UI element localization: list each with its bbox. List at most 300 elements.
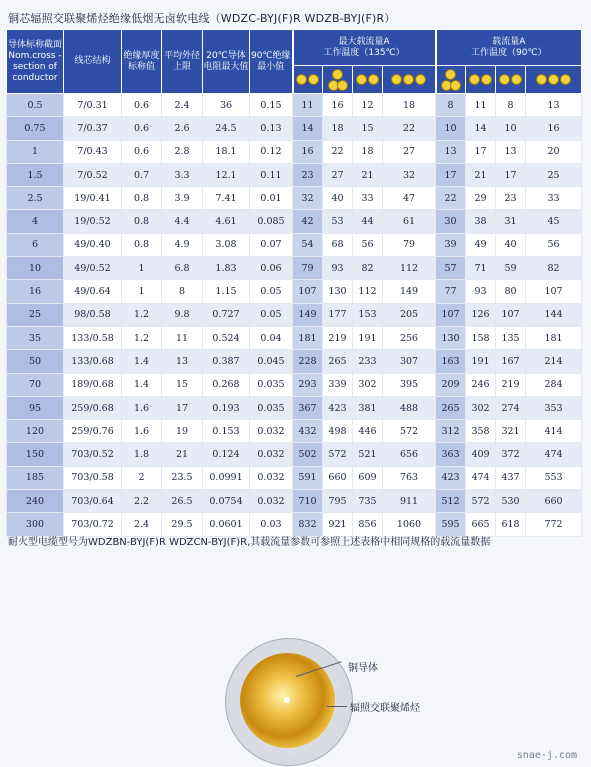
table-cell: 293 (293, 373, 323, 396)
table-cell: 0.05 (250, 303, 293, 326)
header-group-135 (293, 30, 436, 66)
table-cell: 17 (436, 163, 466, 186)
table-cell: 30 (436, 210, 466, 233)
table-cell: 530 (496, 490, 526, 513)
table-cell: 321 (496, 420, 526, 443)
table-cell: 23.5 (162, 466, 203, 489)
table-cell: 79 (383, 233, 436, 256)
table-cell: 4.9 (162, 233, 203, 256)
table-cell: 660 (323, 466, 353, 489)
table-cell: 107 (496, 303, 526, 326)
table-cell: 61 (383, 210, 436, 233)
table-cell: 414 (526, 420, 582, 443)
table-row (7, 117, 582, 140)
table-cell: 1.15 (203, 280, 250, 303)
table-cell: 167 (496, 350, 526, 373)
table-cell: 9.8 (162, 303, 203, 326)
table-cell: 2 (122, 466, 162, 489)
table-cell: 14 (466, 117, 496, 140)
table-cell: 2.8 (162, 140, 203, 163)
table-cell: 0.03 (250, 513, 293, 536)
table-cell: 56 (526, 233, 582, 256)
table-cell: 832 (293, 513, 323, 536)
table-cell: 0.12 (250, 140, 293, 163)
table-cell: 1.2 (122, 303, 162, 326)
table-cell: 265 (436, 396, 466, 419)
table-cell: 149 (293, 303, 323, 326)
three-core-row-icon-90 (526, 66, 582, 94)
table-cell: 25 (7, 303, 64, 326)
table-cell: 158 (466, 326, 496, 349)
table-cell: 13 (496, 140, 526, 163)
table-cell: 233 (353, 350, 383, 373)
header-group-135-line2: 工作温度（135℃） (323, 47, 405, 58)
table-cell: 710 (293, 490, 323, 513)
table-cell: 18 (383, 94, 436, 117)
table-cell: 228 (293, 350, 323, 373)
table-cell: 423 (436, 466, 466, 489)
table-cell: 219 (496, 373, 526, 396)
table-cell: 274 (496, 396, 526, 419)
three-core-icon-90 (466, 66, 496, 94)
table-cell: 16 (7, 280, 64, 303)
table-cell: 0.085 (250, 210, 293, 233)
table-cell: 302 (353, 373, 383, 396)
table-cell: 703/0.52 (64, 443, 122, 466)
table-cell: 95 (7, 396, 64, 419)
table-cell: 432 (293, 420, 323, 443)
table-cell: 6 (7, 233, 64, 256)
table-cell: 1 (122, 280, 162, 303)
table-cell: 240 (7, 490, 64, 513)
table-cell: 57 (436, 257, 466, 280)
table-cell: 0.04 (250, 326, 293, 349)
table-cell: 265 (323, 350, 353, 373)
table-cell: 13 (526, 94, 582, 117)
table-row (7, 373, 582, 396)
table-cell: 488 (383, 396, 436, 419)
table-cell: 0.035 (250, 373, 293, 396)
table-cell: 49 (466, 233, 496, 256)
table-cell: 71 (466, 257, 496, 280)
table-cell: 19/0.52 (64, 210, 122, 233)
conductor-center-dot (284, 697, 290, 703)
table-row (7, 396, 582, 419)
table-cell: 21 (162, 443, 203, 466)
table-cell: 214 (526, 350, 582, 373)
table-cell: 149 (383, 280, 436, 303)
table-cell: 300 (7, 513, 64, 536)
table-cell: 82 (526, 257, 582, 280)
table-cell: 0.524 (203, 326, 250, 349)
table-cell: 17 (496, 163, 526, 186)
table-cell: 68 (323, 233, 353, 256)
table-cell: 26.5 (162, 490, 203, 513)
table-cell: 53 (323, 210, 353, 233)
header-group-90-line1: 载流量A (492, 36, 526, 47)
table-cell: 0.387 (203, 350, 250, 373)
table-cell: 609 (353, 466, 383, 489)
table-cell: 12.1 (203, 163, 250, 186)
table-cell: 395 (383, 373, 436, 396)
table-cell: 10 (496, 117, 526, 140)
table-cell: 0.01 (250, 187, 293, 210)
two-core-icon (293, 66, 323, 94)
table-row (7, 163, 582, 186)
table-cell: 17 (466, 140, 496, 163)
table-cell: 27 (323, 163, 353, 186)
table-cell: 185 (7, 466, 64, 489)
table-cell: 8 (162, 280, 203, 303)
table-cell: 189/0.68 (64, 373, 122, 396)
table-cell: 0.124 (203, 443, 250, 466)
table-cell: 93 (466, 280, 496, 303)
table-cell: 795 (323, 490, 353, 513)
header-group-90-line2: 工作温度（90℃） (471, 47, 547, 58)
table-cell: 33 (353, 187, 383, 210)
ampacity-table (6, 29, 582, 537)
table-cell: 205 (383, 303, 436, 326)
table-cell: 660 (526, 490, 582, 513)
table-cell: 0.75 (7, 117, 64, 140)
table-row (7, 233, 582, 256)
table-cell: 133/0.68 (64, 350, 122, 373)
table-cell: 33 (526, 187, 582, 210)
table-cell: 23 (293, 163, 323, 186)
table-cell: 0.6 (122, 117, 162, 140)
header-outer-diameter: 平均外径上限 (162, 30, 203, 94)
table-cell: 1.4 (122, 350, 162, 373)
header-section: 导体标称截面 Nom.cross -section of conductor (7, 30, 64, 94)
table-cell: 256 (383, 326, 436, 349)
header-insulation-resistance: 90℃绝缘最小值 (250, 30, 293, 94)
table-cell: 703/0.64 (64, 490, 122, 513)
table-cell: 23 (496, 187, 526, 210)
table-cell: 0.032 (250, 443, 293, 466)
table-cell: 126 (466, 303, 496, 326)
insulation-label: 辐照交联聚烯烃 (350, 703, 420, 714)
table-cell: 107 (526, 280, 582, 303)
table-cell: 32 (383, 163, 436, 186)
three-core-row-icon (383, 66, 436, 94)
watermark: snae-j.com (516, 750, 577, 761)
table-cell: 59 (496, 257, 526, 280)
table-cell: 591 (293, 466, 323, 489)
table-cell: 1.4 (122, 373, 162, 396)
insulation-leader-line (327, 706, 347, 707)
table-cell: 0.6 (122, 94, 162, 117)
three-core-icon (323, 66, 353, 94)
table-cell: 112 (383, 257, 436, 280)
table-cell: 130 (436, 326, 466, 349)
table-cell: 209 (436, 373, 466, 396)
table-cell: 2.4 (162, 94, 203, 117)
table-cell: 665 (466, 513, 496, 536)
table-cell: 572 (466, 490, 496, 513)
table-cell: 163 (436, 350, 466, 373)
table-cell: 572 (323, 443, 353, 466)
table-cell: 24.5 (203, 117, 250, 140)
header-construction: 线芯结构 (64, 30, 122, 94)
table-cell: 15 (353, 117, 383, 140)
table-cell: 150 (7, 443, 64, 466)
table-cell: 3.08 (203, 233, 250, 256)
table-cell: 45 (526, 210, 582, 233)
table-cell: 112 (353, 280, 383, 303)
table-cell: 29.5 (162, 513, 203, 536)
table-cell: 423 (323, 396, 353, 419)
table-cell: 372 (496, 443, 526, 466)
table-cell: 0.153 (203, 420, 250, 443)
table-cell: 19 (162, 420, 203, 443)
table-cell: 0.032 (250, 490, 293, 513)
table-cell: 307 (383, 350, 436, 373)
table-cell: 512 (436, 490, 466, 513)
table-cell: 381 (353, 396, 383, 419)
table-cell: 16 (323, 94, 353, 117)
table-cell: 474 (526, 443, 582, 466)
table-cell: 284 (526, 373, 582, 396)
table-cell: 259/0.76 (64, 420, 122, 443)
header-group-90 (436, 30, 582, 66)
table-cell: 2.2 (122, 490, 162, 513)
table-cell: 25 (526, 163, 582, 186)
table-cell: 1.6 (122, 396, 162, 419)
table-cell: 135 (496, 326, 526, 349)
table-cell: 16 (293, 140, 323, 163)
table-cell: 1060 (383, 513, 436, 536)
table-cell: 1 (7, 140, 64, 163)
table-cell: 79 (293, 257, 323, 280)
table-cell: 0.193 (203, 396, 250, 419)
table-cell: 12 (353, 94, 383, 117)
table-cell: 656 (383, 443, 436, 466)
table-cell: 98/0.58 (64, 303, 122, 326)
table-cell: 0.8 (122, 187, 162, 210)
table-cell: 0.0601 (203, 513, 250, 536)
table-cell: 219 (323, 326, 353, 349)
table-cell: 18.1 (203, 140, 250, 163)
table-cell: 7/0.31 (64, 94, 122, 117)
table-cell: 3.3 (162, 163, 203, 186)
table-cell: 8 (496, 94, 526, 117)
page-title: 铜芯辐照交联聚烯烃绝缘低烟无卤软电线（WDZC-BYJ(F)R WDZB-BYJ(F)R） (8, 12, 396, 25)
table-cell: 20 (526, 140, 582, 163)
table-row (7, 94, 582, 117)
table-cell: 363 (436, 443, 466, 466)
table-cell: 446 (353, 420, 383, 443)
table-cell: 246 (466, 373, 496, 396)
table-cell: 572 (383, 420, 436, 443)
table-cell: 54 (293, 233, 323, 256)
table-cell: 0.7 (122, 163, 162, 186)
table-cell: 82 (353, 257, 383, 280)
table-cell: 49/0.40 (64, 233, 122, 256)
table-cell: 911 (383, 490, 436, 513)
table-cell: 735 (353, 490, 383, 513)
table-cell: 521 (353, 443, 383, 466)
table-cell: 763 (383, 466, 436, 489)
table-row (7, 466, 582, 489)
header-group-135-line1: 最大载流量A (338, 36, 390, 47)
fire-resistant-note: 耐火型电缆型号为WDZBN-BYJ(F)R WDZCN-BYJ(F)R,其载流量参数可参照上述表格中相同规格的载流量数据 (8, 537, 491, 548)
table-cell: 42 (293, 210, 323, 233)
table-cell: 107 (436, 303, 466, 326)
table-cell: 474 (466, 466, 496, 489)
table-cell: 19/0.41 (64, 187, 122, 210)
table-cell: 0.268 (203, 373, 250, 396)
table-cell: 32 (293, 187, 323, 210)
table-cell: 56 (353, 233, 383, 256)
table-cell: 80 (496, 280, 526, 303)
table-cell: 31 (496, 210, 526, 233)
table-cell: 10 (436, 117, 466, 140)
table-cell: 7/0.43 (64, 140, 122, 163)
table-cell: 6.8 (162, 257, 203, 280)
table-cell: 4.61 (203, 210, 250, 233)
table-cell: 0.11 (250, 163, 293, 186)
table-cell: 0.07 (250, 233, 293, 256)
table-cell: 339 (323, 373, 353, 396)
table-cell: 0.0754 (203, 490, 250, 513)
table-cell: 0.035 (250, 396, 293, 419)
table-cell: 36 (203, 94, 250, 117)
table-cell: 0.5 (7, 94, 64, 117)
table-cell: 2.4 (122, 513, 162, 536)
table-row (7, 420, 582, 443)
table-cell: 39 (436, 233, 466, 256)
table-cell: 0.13 (250, 117, 293, 140)
table-row (7, 140, 582, 163)
table-cell: 22 (383, 117, 436, 140)
table-cell: 22 (436, 187, 466, 210)
header-insulation: 绝缘厚度标称值 (122, 30, 162, 94)
table-row (7, 280, 582, 303)
table-cell: 93 (323, 257, 353, 280)
table-cell: 44 (353, 210, 383, 233)
table-cell: 18 (323, 117, 353, 140)
table-cell: 0.06 (250, 257, 293, 280)
table-cell: 77 (436, 280, 466, 303)
table-row (7, 257, 582, 280)
table-cell: 133/0.58 (64, 326, 122, 349)
table-cell: 191 (466, 350, 496, 373)
table-cell: 302 (466, 396, 496, 419)
table-cell: 4 (7, 210, 64, 233)
table-cell: 17 (162, 396, 203, 419)
table-cell: 353 (526, 396, 582, 419)
header-resistance: 20℃导体电阻最大值 (203, 30, 250, 94)
table-cell: 49/0.64 (64, 280, 122, 303)
table-cell: 1 (122, 257, 162, 280)
table-cell: 49/0.52 (64, 257, 122, 280)
table-cell: 618 (496, 513, 526, 536)
table-cell: 15 (162, 373, 203, 396)
table-cell: 50 (7, 350, 64, 373)
two-core-pair-icon-90 (496, 66, 526, 94)
table-cell: 0.727 (203, 303, 250, 326)
table-cell: 29 (466, 187, 496, 210)
table-row (7, 303, 582, 326)
table-cell: 0.8 (122, 210, 162, 233)
table-cell: 38 (466, 210, 496, 233)
table-row (7, 443, 582, 466)
table-cell: 2.6 (162, 117, 203, 140)
table-cell: 553 (526, 466, 582, 489)
table-cell: 120 (7, 420, 64, 443)
table-cell: 358 (466, 420, 496, 443)
table-cell: 11 (293, 94, 323, 117)
table-cell: 1.8 (122, 443, 162, 466)
table-cell: 1.5 (7, 163, 64, 186)
table-cell: 8 (436, 94, 466, 117)
table-cell: 259/0.68 (64, 396, 122, 419)
table-cell: 856 (353, 513, 383, 536)
table-cell: 437 (496, 466, 526, 489)
table-cell: 0.0991 (203, 466, 250, 489)
table-cell: 35 (7, 326, 64, 349)
table-cell: 0.6 (122, 140, 162, 163)
table-cell: 4.4 (162, 210, 203, 233)
table-cell: 595 (436, 513, 466, 536)
table-cell: 10 (7, 257, 64, 280)
table-cell: 0.15 (250, 94, 293, 117)
table-cell: 0.05 (250, 280, 293, 303)
table-cell: 703/0.72 (64, 513, 122, 536)
table-cell: 177 (323, 303, 353, 326)
table-cell: 47 (383, 187, 436, 210)
table-row (7, 350, 582, 373)
table-cell: 191 (353, 326, 383, 349)
table-cell: 502 (293, 443, 323, 466)
table-cell: 21 (466, 163, 496, 186)
table-cell: 0.045 (250, 350, 293, 373)
table-cell: 1.6 (122, 420, 162, 443)
table-cell: 3.9 (162, 187, 203, 210)
table-cell: 18 (353, 140, 383, 163)
table-cell: 703/0.58 (64, 466, 122, 489)
table-cell: 7/0.37 (64, 117, 122, 140)
table-cell: 40 (496, 233, 526, 256)
table-cell: 0.8 (122, 233, 162, 256)
table-cell: 2.5 (7, 187, 64, 210)
table-row (7, 187, 582, 210)
table-cell: 1.83 (203, 257, 250, 280)
table-cell: 181 (526, 326, 582, 349)
table-cell: 0.032 (250, 420, 293, 443)
table-row (7, 210, 582, 233)
table-cell: 7/0.52 (64, 163, 122, 186)
table-cell: 13 (162, 350, 203, 373)
table-row (7, 326, 582, 349)
table-cell: 1.2 (122, 326, 162, 349)
table-cell: 130 (323, 280, 353, 303)
table-cell: 772 (526, 513, 582, 536)
table-cell: 144 (526, 303, 582, 326)
table-cell: 153 (353, 303, 383, 326)
conductor-label: 铜导体 (348, 663, 378, 674)
two-core-icon-90 (436, 66, 466, 94)
table-cell: 70 (7, 373, 64, 396)
table-cell: 0.032 (250, 466, 293, 489)
table-cell: 107 (293, 280, 323, 303)
table-cell: 11 (162, 326, 203, 349)
table-cell: 181 (293, 326, 323, 349)
table-cell: 14 (293, 117, 323, 140)
table-cell: 22 (323, 140, 353, 163)
table-cell: 7.41 (203, 187, 250, 210)
table-cell: 367 (293, 396, 323, 419)
